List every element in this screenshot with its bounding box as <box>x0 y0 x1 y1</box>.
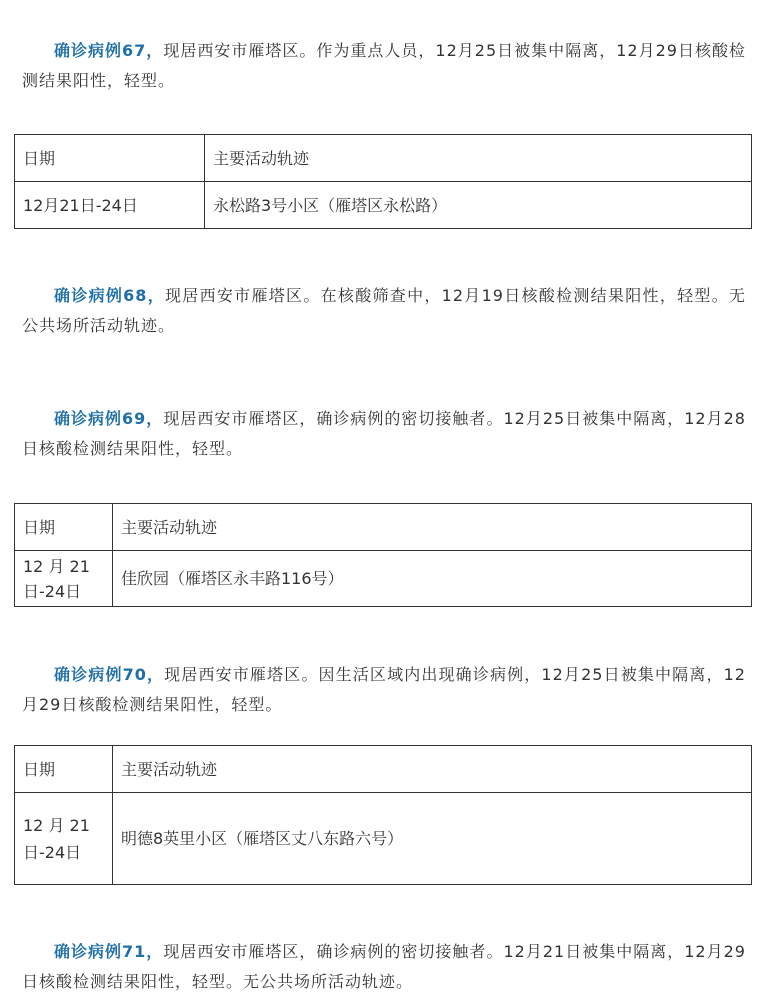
case-68-paragraph <box>22 281 746 341</box>
header-date: 日期 <box>15 504 113 551</box>
case-69-title: 确诊病例69， <box>54 409 164 428</box>
case-67-title: 确诊病例67， <box>54 41 164 60</box>
row-trace: 佳欣园（雁塔区永丰路116号） <box>113 551 752 607</box>
row-date: 12月21日-24日 <box>15 182 205 229</box>
table-row <box>15 793 752 885</box>
table-row <box>15 182 752 229</box>
case-71-text: 现居西安市雁塔区，确诊病例的密切接触者。12月21日被集中隔离，12月29日核酸检测结果阳性，轻型。无公共场所活动轨迹。 <box>22 942 746 991</box>
case-67-text: 现居西安市雁塔区。作为重点人员，12月25日被集中隔离，12月29日核酸检测结果阳性，轻型。 <box>22 41 746 90</box>
case-70-paragraph <box>22 660 746 720</box>
case-71-title: 确诊病例71， <box>54 942 164 961</box>
case-69-paragraph <box>22 404 746 464</box>
case-70-text: 现居西安市雁塔区。因生活区域内出现确诊病例，12月25日被集中隔离，12月29日核酸检测结果阳性，轻型。 <box>22 665 746 714</box>
table-header-row <box>15 746 752 793</box>
table-row <box>15 551 752 607</box>
header-trace: 主要活动轨迹 <box>205 135 752 182</box>
case-69-text: 现居西安市雁塔区，确诊病例的密切接触者。12月25日被集中隔离，12月28日核酸检测结果阳性，轻型。 <box>22 409 746 458</box>
case-67-trace-table <box>14 134 752 229</box>
header-date: 日期 <box>15 135 205 182</box>
case-68-text: 现居西安市雁塔区。在核酸筛查中，12月19日核酸检测结果阳性，轻型。无公共场所活动轨迹。 <box>22 286 746 335</box>
table-header-row <box>15 504 752 551</box>
row-trace: 永松路3号小区（雁塔区永松路） <box>205 182 752 229</box>
header-trace: 主要活动轨迹 <box>113 504 752 551</box>
header-trace: 主要活动轨迹 <box>113 746 752 793</box>
case-68-title: 确诊病例68， <box>54 286 166 305</box>
case-69-trace-table <box>14 503 752 607</box>
case-71-paragraph <box>22 937 746 997</box>
header-date: 日期 <box>15 746 113 793</box>
table-header-row <box>15 135 752 182</box>
row-date: 12 月 21 日-24日 <box>15 551 113 607</box>
case-70-title: 确诊病例70， <box>54 665 165 684</box>
row-date: 12 月 21 日-24日 <box>15 793 113 885</box>
row-trace: 明德8英里小区（雁塔区丈八东路六号） <box>113 793 752 885</box>
case-67-paragraph <box>22 36 746 96</box>
case-70-trace-table <box>14 745 752 885</box>
